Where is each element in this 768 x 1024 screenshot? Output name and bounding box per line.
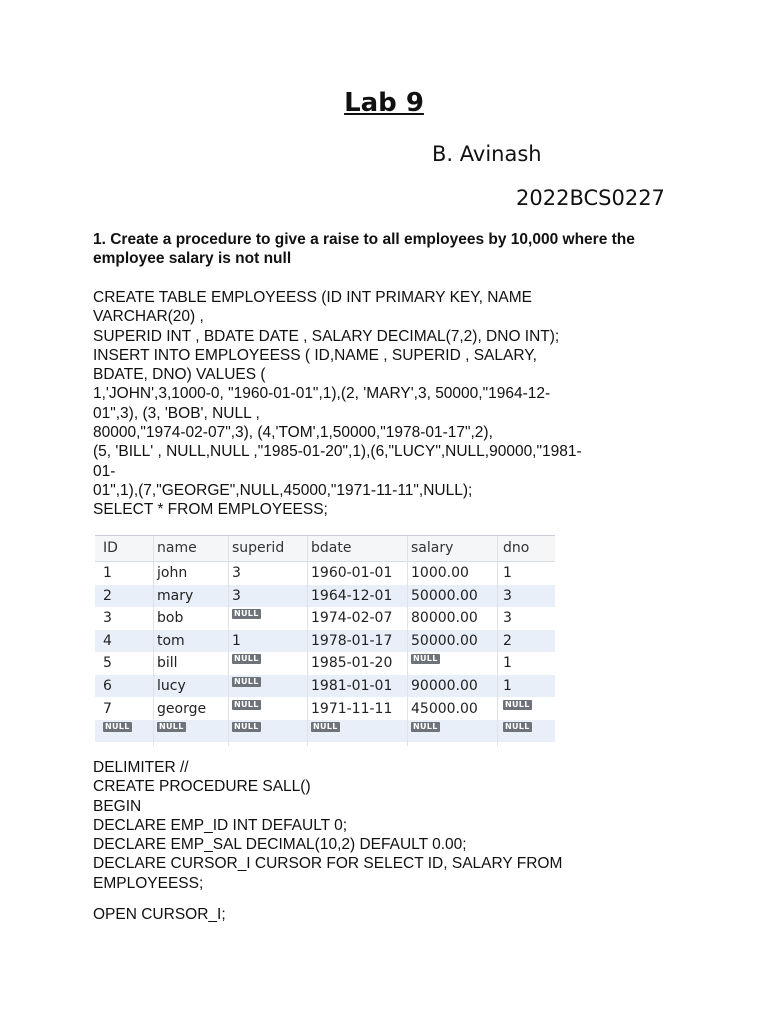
grid-cell: 90000.00: [411, 678, 478, 694]
grid-cell: 5: [103, 655, 112, 672]
grid-cell: 50000.00: [411, 632, 478, 649]
grid-cell: [232, 607, 261, 629]
grid-cell: 1000.00: [411, 565, 469, 581]
grid-cell: bob: [157, 610, 184, 627]
grid-cell: 3: [232, 587, 241, 604]
grid-cell: lucy: [157, 678, 186, 694]
grid-cell: [232, 652, 261, 674]
grid-cell: [503, 698, 532, 720]
grid-cell: 4: [103, 632, 112, 649]
author-name: B. Avinash: [432, 142, 542, 166]
grid-cell: [411, 652, 440, 674]
roll-number: 2022BCS0227: [516, 186, 665, 210]
grid-column-divider: [307, 536, 308, 746]
grid-row[interactable]: [95, 698, 555, 720]
grid-cell: 1985-01-20: [311, 655, 393, 672]
null-badge: NULL: [234, 677, 259, 686]
grid-column-header[interactable]: superid: [232, 540, 285, 556]
grid-row[interactable]: [95, 630, 555, 652]
grid-cell: george: [157, 700, 207, 717]
grid-cell: 50000.00: [411, 587, 478, 604]
grid-column-header[interactable]: ID: [103, 540, 118, 556]
grid-row[interactable]: [95, 562, 555, 584]
grid-cell: 3: [503, 610, 512, 627]
grid-cell: 7: [103, 700, 112, 717]
grid-cell: 1978-01-17: [311, 632, 393, 649]
grid-row[interactable]: [95, 675, 555, 697]
grid-column-divider: [407, 536, 408, 746]
grid-column-divider: [497, 536, 498, 746]
null-badge: NULL: [105, 722, 130, 732]
grid-cell: [157, 720, 186, 742]
grid-cell: [103, 720, 132, 742]
sql-procedure-code: DELIMITER // CREATE PROCEDURE SALL() BEGIN DECLARE EMP_ID INT DEFAULT 0; DECLARE EMP_SAL DECIMAL(10,2) DEFAULT 0.00; DECLARE CURSOR_I CURSOR FOR SELECT ID, SALARY FROM EMPLOYEESS;: [93, 759, 563, 892]
grid-cell: 2: [103, 587, 112, 604]
question-text: 1. Create a procedure to give a raise to all employees by 10,000 where the employee salary is not null: [93, 231, 635, 267]
grid-cell: bill: [157, 655, 178, 672]
grid-cell: [411, 720, 440, 742]
grid-cell: 1: [503, 565, 512, 581]
grid-cell: 1964-12-01: [311, 587, 393, 604]
grid-cell: [232, 720, 261, 742]
grid-row[interactable]: [95, 652, 555, 674]
grid-cell: mary: [157, 587, 194, 604]
null-badge: NULL: [413, 654, 438, 664]
grid-column-header[interactable]: dno: [503, 540, 530, 556]
grid-header-row: [95, 536, 555, 562]
grid-cell: 3: [503, 587, 512, 604]
grid-cell: john: [157, 565, 188, 581]
null-badge: NULL: [505, 722, 530, 732]
grid-row[interactable]: [95, 607, 555, 629]
grid-cell: 1981-01-01: [311, 678, 393, 694]
grid-cell: 1974-02-07: [311, 610, 393, 627]
grid-cell: 2: [503, 632, 512, 649]
null-badge: NULL: [505, 699, 530, 709]
grid-cell: [311, 720, 340, 742]
null-badge: NULL: [234, 654, 259, 664]
sql-open-cursor-code: OPEN CURSOR_I;: [93, 906, 226, 923]
grid-cell: 45000.00: [411, 700, 478, 717]
grid-cell: tom: [157, 632, 185, 649]
grid-cell: [503, 720, 532, 742]
grid-row[interactable]: [95, 585, 555, 607]
grid-cell: 1: [103, 565, 112, 581]
grid-column-header[interactable]: bdate: [311, 540, 352, 556]
grid-column-header[interactable]: name: [157, 540, 197, 556]
grid-cell: 80000.00: [411, 610, 478, 627]
null-badge: NULL: [159, 722, 184, 732]
grid-cell: 1: [503, 678, 512, 694]
grid-row[interactable]: [95, 720, 555, 742]
sql-create-insert-code: CREATE TABLE EMPLOYEESS (ID INT PRIMARY KEY, NAME VARCHAR(20) , SUPERID INT , BDATE DATE , SALARY DECIMAL(7,2), DNO INT); INSERT INTO EMPLOYEESS ( ID,NAME , SUPERID , SALARY, BDATE, DNO) VALUES ( 1,'JOHN',3,1000-0, "1960-01-01",1),(2, 'MARY',3, 50000,"1964-12- 01",3), (3, 'BOB', NULL , 80000,"1974-02-07",3), (4,'TOM',1,50000,"1978-01-17",2), (5, 'BILL' , NULL,NULL ,"1985-01-20",1),(6,"LUCY",NULL,90000,"1981- 01- 01",1),(7,"GEORGE",NULL,45000,"1971-11-11",NULL); SELECT * FROM EMPLOYEESS;: [93, 289, 582, 519]
grid-cell: 3: [232, 565, 241, 581]
null-badge: NULL: [234, 722, 259, 732]
grid-cell: [232, 675, 261, 697]
null-badge: NULL: [234, 609, 259, 619]
page-title: Lab 9: [344, 88, 424, 118]
grid-cell: [232, 698, 261, 720]
grid-column-divider: [153, 536, 154, 746]
grid-cell: 1: [503, 655, 512, 672]
grid-column-header[interactable]: salary: [411, 540, 454, 556]
grid-cell: 3: [103, 610, 112, 627]
null-badge: NULL: [413, 722, 438, 732]
grid-cell: 1: [232, 632, 241, 649]
grid-cell: 1960-01-01: [311, 565, 393, 581]
grid-column-divider: [228, 536, 229, 746]
query-result-grid: [95, 535, 555, 746]
null-badge: NULL: [234, 699, 259, 709]
grid-cell: 1971-11-11: [311, 700, 393, 717]
null-badge: NULL: [313, 722, 338, 732]
grid-cell: 6: [103, 678, 112, 694]
